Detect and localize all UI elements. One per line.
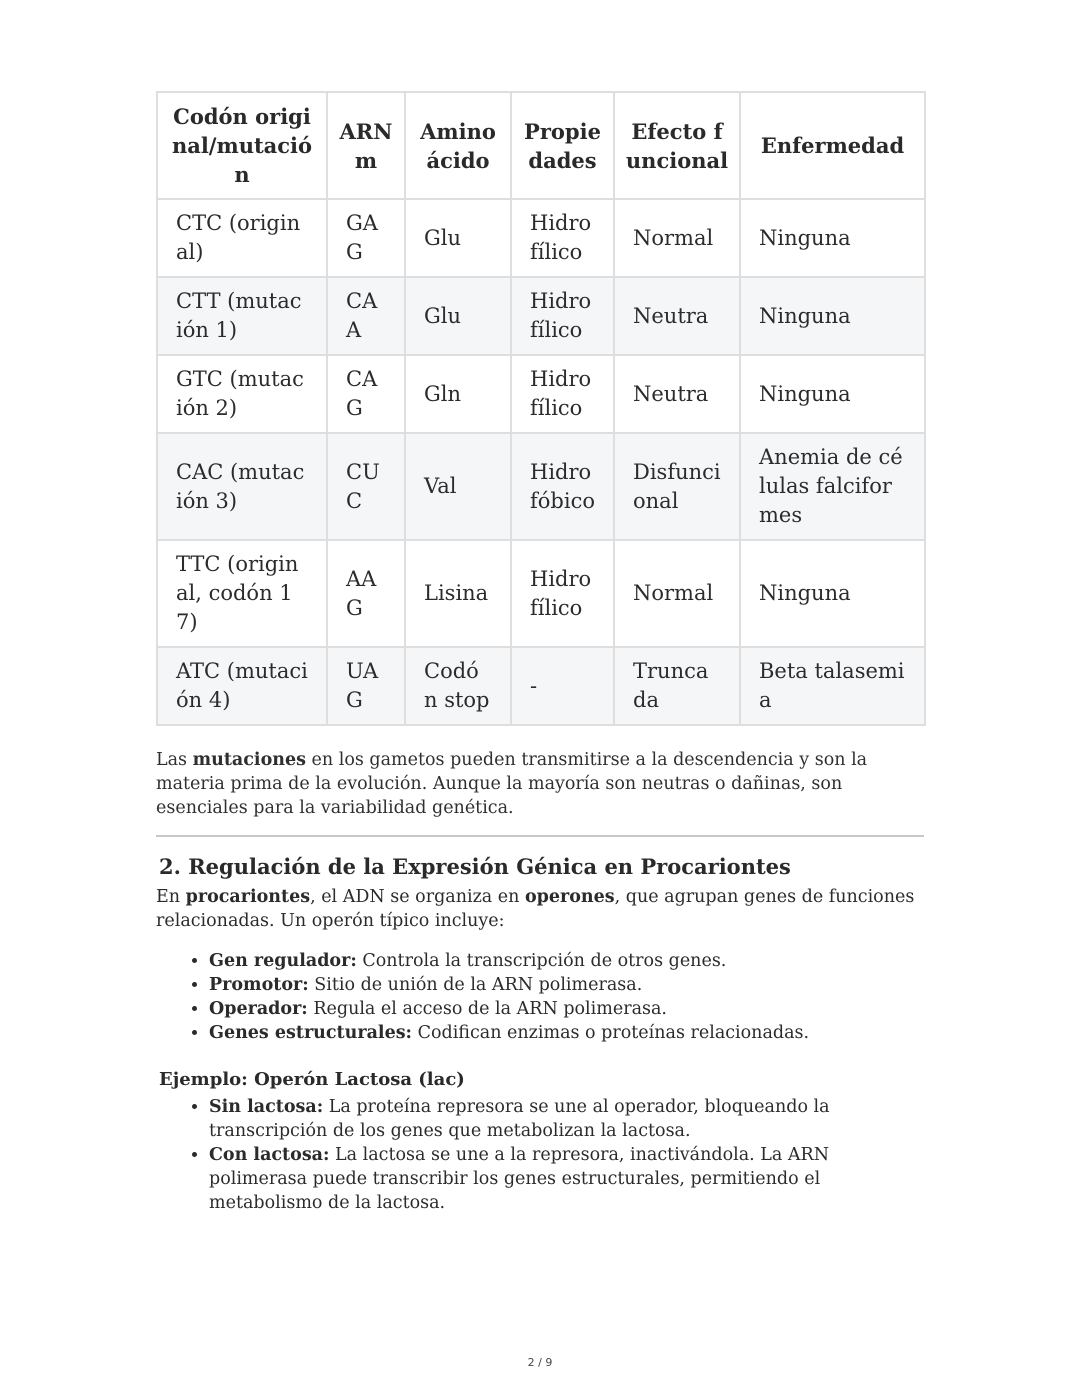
cell-codon: TTC (original, codón 17) — [157, 540, 327, 647]
cell-aminoacid: Codón stop — [405, 647, 511, 725]
cell-codon: CTC (original) — [157, 199, 327, 277]
header-codon: Codón original/mutación — [157, 92, 327, 199]
cell-disease: Ninguna — [740, 199, 925, 277]
list-item — [209, 973, 924, 997]
cell-properties: Hidrofílico — [511, 199, 614, 277]
cell-properties: Hidrofílico — [511, 540, 614, 647]
bold-term: mutaciones — [192, 750, 306, 770]
cell-effect: Truncada — [614, 647, 740, 725]
cell-properties: - — [511, 647, 614, 725]
item-text: Sitio de unión de la ARN polimerasa. — [308, 975, 643, 995]
cell-aminoacid: Val — [405, 433, 511, 540]
cell-effect: Disfuncional — [614, 433, 740, 540]
example-title: Ejemplo: Operón Lactosa (lac) — [159, 1069, 465, 1090]
bold-term: operones — [524, 887, 615, 907]
item-term: Gen regulador: — [209, 951, 357, 971]
cell-aminoacid: Glu — [405, 199, 511, 277]
list-item — [209, 1143, 924, 1215]
cell-codon: CTT (mutación 1) — [157, 277, 327, 355]
list-item — [209, 1021, 924, 1045]
cell-arnm: UAG — [327, 647, 405, 725]
section-intro — [156, 885, 924, 933]
item-term: Genes estructurales: — [209, 1023, 413, 1043]
cell-codon: GTC (mutación 2) — [157, 355, 327, 433]
header-effect: Efecto funcional — [614, 92, 740, 199]
cell-properties: Hidrofílico — [511, 355, 614, 433]
header-disease: Enfermedad — [740, 92, 925, 199]
table-row — [157, 277, 925, 355]
document-page — [156, 91, 924, 1215]
text-run: en los gametos pueden transmitirse a la descendencia y son la materia prima de la evolución. Aunque la mayoría son neutras o dañinas, son esenciales para la variabilidad genética. — [156, 750, 868, 818]
page-number: 2 / 9 — [527, 1356, 553, 1369]
cell-effect: Neutra — [614, 277, 740, 355]
list-item — [209, 949, 924, 973]
cell-properties: Hidrofílico — [511, 277, 614, 355]
cell-aminoacid: Glu — [405, 277, 511, 355]
mutations-paragraph — [156, 748, 924, 820]
text-run: Las — [156, 750, 193, 770]
header-aminoacid: Aminoácido — [405, 92, 511, 199]
operon-components-list — [156, 949, 924, 1045]
item-term: Sin lactosa: — [209, 1097, 324, 1117]
cell-effect: Normal — [614, 540, 740, 647]
list-item — [209, 1095, 924, 1143]
cell-disease: Ninguna — [740, 277, 925, 355]
table-row — [157, 647, 925, 725]
bold-term: procariontes — [185, 887, 311, 907]
cell-properties: Hidrofóbico — [511, 433, 614, 540]
table-header — [157, 92, 925, 199]
table-row — [157, 540, 925, 647]
item-text: La lactosa se une a la represora, inactivándola. La ARN polimerasa puede transcribir los genes estructurales, permitiendo el metabolismo de la lactosa. — [209, 1145, 830, 1213]
cell-codon: ATC (mutación 4) — [157, 647, 327, 725]
cell-arnm: CAA — [327, 277, 405, 355]
cell-arnm: CAG — [327, 355, 405, 433]
header-properties: Propiedades — [511, 92, 614, 199]
table-row — [157, 199, 925, 277]
cell-arnm: GAG — [327, 199, 405, 277]
list-item — [209, 997, 924, 1021]
cell-codon: CAC (mutación 3) — [157, 433, 327, 540]
example-list — [156, 1095, 924, 1215]
text-run: , el ADN se organiza en — [310, 887, 525, 907]
cell-arnm: CUC — [327, 433, 405, 540]
cell-disease: Beta talasemia — [740, 647, 925, 725]
table-row — [157, 355, 925, 433]
mutation-table — [156, 91, 926, 726]
text-run: , que agrupan genes de funciones relacionadas. Un operón típico incluye: — [156, 887, 915, 931]
cell-disease: Ninguna — [740, 355, 925, 433]
cell-aminoacid: Lisina — [405, 540, 511, 647]
cell-aminoacid: Gln — [405, 355, 511, 433]
text-run: En — [156, 887, 186, 907]
item-text: Regula el acceso de la ARN polimerasa. — [307, 999, 667, 1019]
cell-disease: Anemia de células falciformes — [740, 433, 925, 540]
horizontal-divider — [156, 835, 924, 837]
cell-arnm: AAG — [327, 540, 405, 647]
section-title: 2. Regulación de la Expresión Génica en Procariontes — [159, 854, 791, 879]
table-body — [157, 199, 925, 725]
table-row — [157, 433, 925, 540]
item-text: Codifican enzimas o proteínas relacionadas. — [412, 1023, 810, 1043]
item-term: Promotor: — [209, 975, 309, 995]
header-arnm: ARNm — [327, 92, 405, 199]
item-text: Controla la transcripción de otros genes. — [356, 951, 727, 971]
cell-effect: Normal — [614, 199, 740, 277]
cell-effect: Neutra — [614, 355, 740, 433]
item-term: Con lactosa: — [209, 1145, 330, 1165]
item-text: La proteína represora se une al operador, bloqueando la transcripción de los genes que metabolizan la lactosa. — [209, 1097, 830, 1141]
cell-disease: Ninguna — [740, 540, 925, 647]
table-header-row — [157, 92, 925, 199]
item-term: Operador: — [209, 999, 308, 1019]
